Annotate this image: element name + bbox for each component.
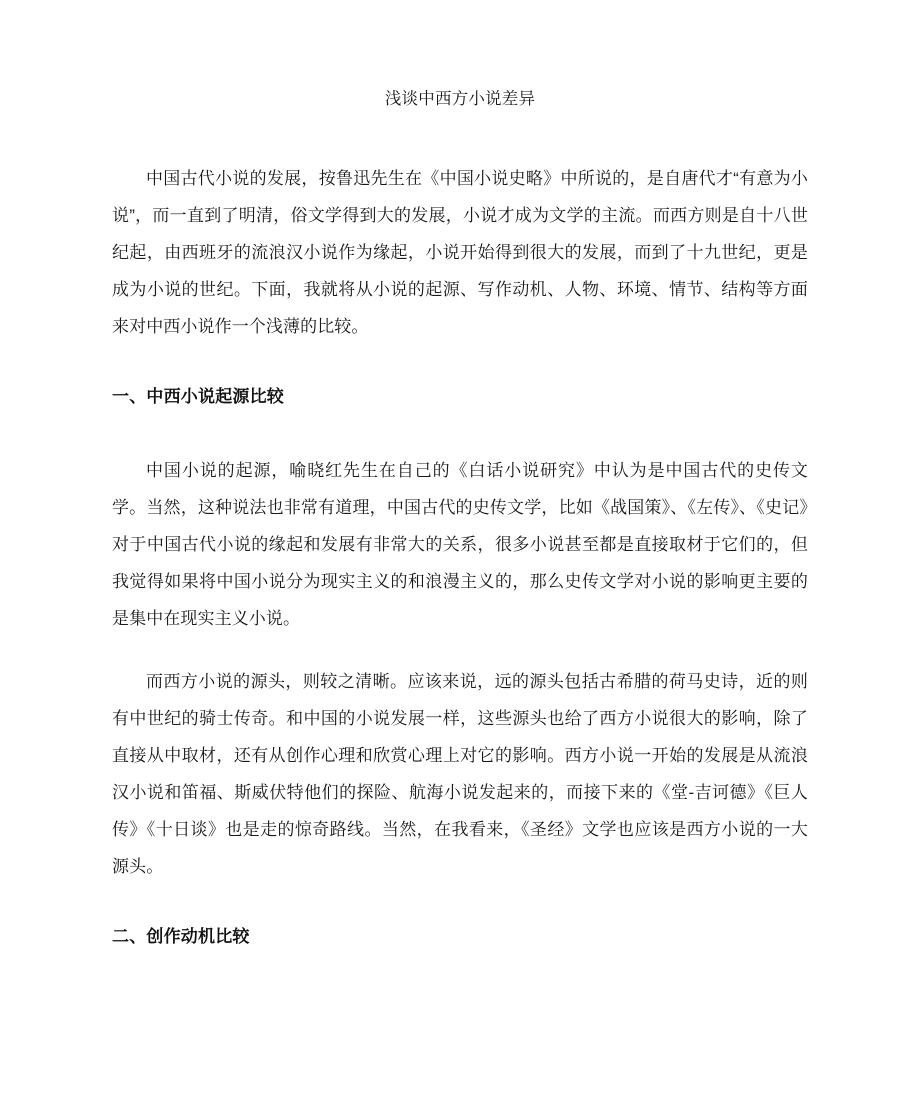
paragraph-intro: 中国古代小说的发展，按鲁迅先生在《中国小说史略》中所说的，是自唐代才“有意为小说”，而一直到了明清，俗文学得到大的发展，小说才成为文学的主流。而西方则是自十八世纪起，由西班牙的流浪汉小说作为缘起，小说开始得到很大的发展，而到了十九世纪，更是成为小说的世纪。下面，我就将从小说的起源、写作动机、人物、环境、情节、结构等方面来对中西小说作一个浅薄的比较。 (112, 169, 808, 337)
paragraph-origin-western: 而西方小说的源头，则较之清晰。应该来说，远的源头包括古希腊的荷马史诗，近的则有中世纪的骑士传奇。和中国的小说发展一样，这些源头也给了西方小说很大的影响，除了直接从中取材，还有从创作心理和欣赏心理上对它的影响。西方小说一开始的发展是从流浪汉小说和笛福、斯威伏特他们的探险、航海小说发起来的，而接下来的《堂-吉诃德》《巨人传》《十日谈》也是走的惊奇路线。当然，在我看来，《圣经》文学也应该是西方小说的一大源头。 (112, 672, 808, 877)
page-title: 浅谈中西方小说差异 (384, 90, 536, 108)
document-content (112, 0, 808, 955)
paragraph-origin-chinese: 中国小说的起源，喻晓红先生在自己的《白话小说研究》中认为是中国古代的史传文学。当然，这种说法也非常有道理，中国古代的史传文学，比如《战国策》、《左传》、《史记》对于中国古代小说的缘起和发展有非常大的关系，很多小说甚至都是直接取材于它们的，但我觉得如果将中国小说分为现实主义的和浪漫主义的，那么史传文学对小说的影响更主要的是集中在现实主义小说。 (112, 461, 808, 629)
section-spacer-before-heading-1 (112, 345, 808, 378)
section-heading-1: 一、中西小说起源比较 (112, 387, 284, 407)
section-spacer-before-heading-2 (112, 885, 808, 918)
section-heading-2: 二、创作动机比较 (112, 927, 250, 947)
heading-1-body-spacer (112, 415, 808, 452)
paragraph-gap-1 (112, 637, 808, 663)
title-body-spacer (112, 111, 808, 129)
